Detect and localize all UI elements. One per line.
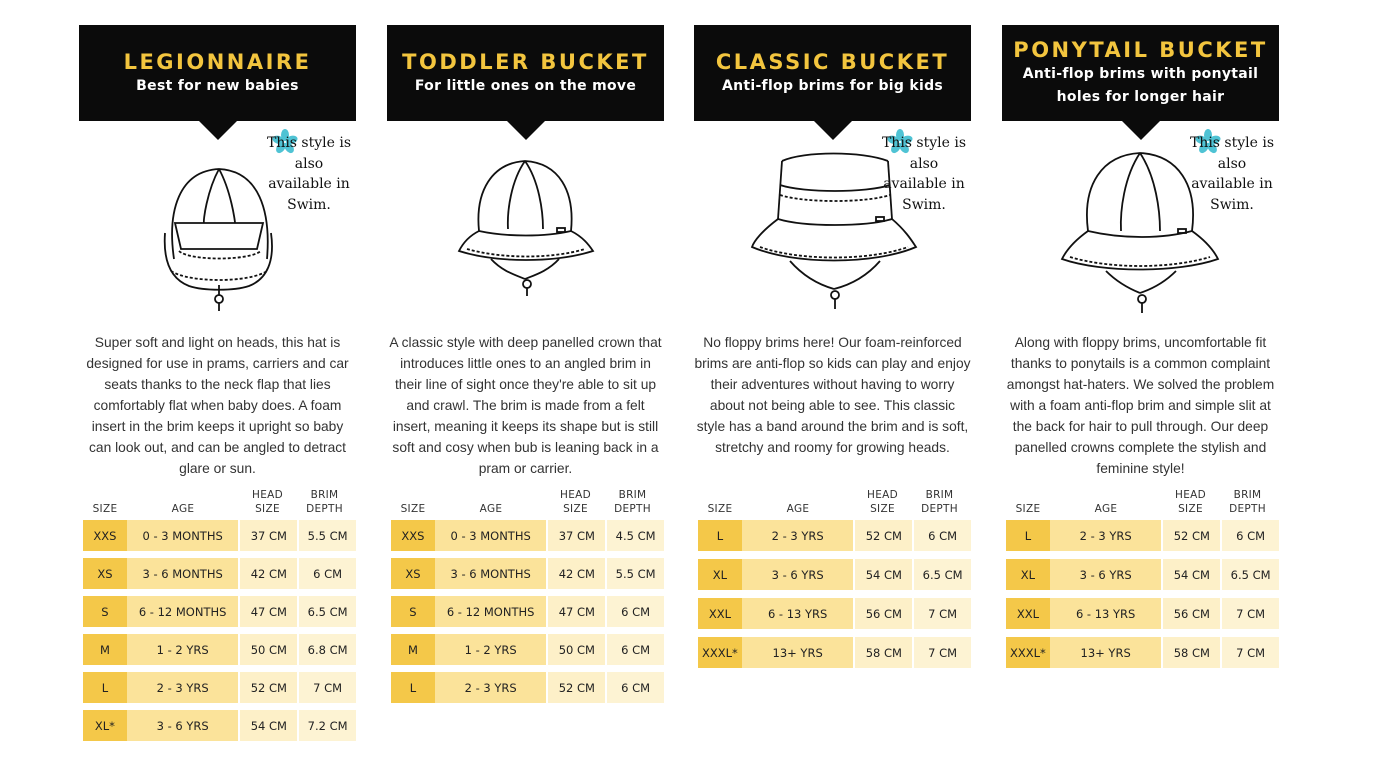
table-row: [1006, 520, 1279, 551]
size-table-header: [1006, 484, 1279, 516]
cell-brim: 7 CM: [914, 598, 971, 629]
table-row: [83, 672, 356, 703]
cell-size: L: [1006, 520, 1050, 551]
cell-size: M: [391, 634, 435, 665]
column-legionnaire: [79, 25, 356, 748]
cell-size: XL: [1006, 559, 1050, 590]
cell-size: L: [391, 672, 435, 703]
header-age: AGE: [479, 503, 503, 515]
table-row: [698, 637, 971, 668]
cell-head: 54 CM: [855, 559, 912, 590]
header-age: AGE: [171, 503, 195, 515]
cell-age: 2 - 3 YRS: [435, 672, 547, 703]
cell-head: 47 CM: [240, 596, 297, 627]
table-row: [83, 634, 356, 665]
description: Super soft and light on heads, this hat is designed for use in prams, carriers and car seats thanks to the neck flap that lies comfortably flat when baby does. A foam insert in the brim keeps it upright so baby can look out, and can be angled to detract glare or sun.: [86, 335, 349, 476]
cell-age: 6 - 12 MONTHS: [435, 596, 547, 627]
cell-size: S: [83, 596, 127, 627]
illustration: [694, 121, 971, 325]
cell-size: XXL: [1006, 598, 1050, 629]
cell-age: 2 - 3 YRS: [127, 672, 239, 703]
cell-age: 1 - 2 YRS: [127, 634, 239, 665]
cell-age: 1 - 2 YRS: [435, 634, 547, 665]
cell-head: 42 CM: [548, 558, 605, 589]
cell-brim: 6 CM: [1222, 520, 1279, 551]
header-head-size: HEAD SIZE: [867, 489, 898, 515]
column-classic-bucket: [694, 25, 971, 676]
cell-head: 52 CM: [1163, 520, 1220, 551]
header-head-size: HEAD SIZE: [560, 489, 591, 515]
banner-subtitle: Best for new babies: [136, 77, 299, 94]
cell-brim: 6 CM: [607, 596, 664, 627]
cell-age: 6 - 12 MONTHS: [127, 596, 239, 627]
cell-head: 37 CM: [240, 520, 297, 551]
table-row: [1006, 559, 1279, 590]
cell-size: L: [698, 520, 742, 551]
cell-head: 50 CM: [240, 634, 297, 665]
cell-head: 47 CM: [548, 596, 605, 627]
cell-age: 3 - 6 YRS: [127, 710, 239, 741]
toddler-bucket-hat-icon: [387, 121, 664, 325]
table-row: [391, 558, 664, 589]
size-table: [83, 520, 356, 741]
cell-age: 6 - 13 YRS: [742, 598, 854, 629]
cell-head: 56 CM: [1163, 598, 1220, 629]
table-row: [83, 596, 356, 627]
table-row: [698, 520, 971, 551]
banner-title: TODDLER BUCKET: [402, 49, 649, 74]
swim-note: This style is also available in Swim.: [266, 135, 352, 213]
header-head-size: HEAD SIZE: [252, 489, 283, 515]
cell-head: 58 CM: [1163, 637, 1220, 668]
column-toddler-bucket: [387, 25, 664, 710]
banner-subtitle: Anti-flop brims with ponytail holes for longer hair: [1022, 66, 1259, 105]
cell-brim: 6.8 CM: [299, 634, 356, 665]
cell-brim: 6 CM: [607, 672, 664, 703]
cell-age: 3 - 6 MONTHS: [435, 558, 547, 589]
header-brim-depth: BRIM DEPTH: [1229, 489, 1266, 515]
banner: [387, 25, 664, 121]
cell-size: M: [83, 634, 127, 665]
cell-size: XXXL*: [1006, 637, 1050, 668]
cell-brim: 5.5 CM: [299, 520, 356, 551]
table-row: [391, 634, 664, 665]
cell-head: 54 CM: [240, 710, 297, 741]
banner-title: PONYTAIL BUCKET: [1013, 38, 1268, 62]
size-table-header: [83, 484, 356, 516]
cell-age: 2 - 3 YRS: [1050, 520, 1162, 551]
header-size: SIZE: [1015, 503, 1041, 515]
header-head-size: HEAD SIZE: [1175, 489, 1206, 515]
description: A classic style with deep panelled crown that introduces little ones to an angled brim in their line of sight once they're able to sit up and crawl. The brim is made from a felt insert, meaning it keeps its shape but is still soft and cosy when bub is leaning back in a pram or carrier.: [389, 335, 662, 476]
cell-age: 3 - 6 YRS: [1050, 559, 1162, 590]
header-size: SIZE: [400, 503, 426, 515]
cell-brim: 7 CM: [299, 672, 356, 703]
banner-title: CLASSIC BUCKET: [715, 49, 950, 74]
illustration: [387, 121, 664, 325]
cell-age: 0 - 3 MONTHS: [127, 520, 239, 551]
cell-brim: 6.5 CM: [299, 596, 356, 627]
header-brim-depth: BRIM DEPTH: [306, 489, 343, 515]
size-table: [698, 520, 971, 668]
size-table: [391, 520, 664, 703]
cell-head: 42 CM: [240, 558, 297, 589]
cell-size: XXS: [391, 520, 435, 551]
cell-age: 13+ YRS: [742, 637, 854, 668]
cell-brim: 7.2 CM: [299, 710, 356, 741]
table-row: [391, 672, 664, 703]
cell-head: 52 CM: [548, 672, 605, 703]
table-row: [83, 520, 356, 551]
swim-note: This style is also available in Swim.: [881, 135, 967, 213]
cell-size: XL*: [83, 710, 127, 741]
cell-head: 52 CM: [855, 520, 912, 551]
description: No floppy brims here! Our foam-reinforced brims are anti-flop so kids can play and enjoy their adventures without having to worry about not being able to see. This classic style has a band around the brim and is soft, stretchy and roomy for growing heads.: [694, 335, 971, 455]
column-ponytail-bucket: [1002, 25, 1279, 676]
cell-brim: 6 CM: [299, 558, 356, 589]
cell-brim: 7 CM: [1222, 637, 1279, 668]
table-row: [83, 558, 356, 589]
cell-age: 3 - 6 YRS: [742, 559, 854, 590]
cell-age: 13+ YRS: [1050, 637, 1162, 668]
illustration: [79, 121, 356, 325]
table-row: [391, 520, 664, 551]
banner-subtitle: Anti-flop brims for big kids: [721, 77, 944, 94]
banner-title: LEGIONNAIRE: [123, 49, 312, 74]
cell-head: 58 CM: [855, 637, 912, 668]
cell-age: 2 - 3 YRS: [742, 520, 854, 551]
cell-size: XL: [698, 559, 742, 590]
size-table-header: [391, 484, 664, 516]
banner-subtitle: For little ones on the move: [414, 77, 637, 94]
cell-brim: 6.5 CM: [1222, 559, 1279, 590]
banner: [79, 25, 356, 121]
cell-size: XS: [391, 558, 435, 589]
size-table-header: [698, 484, 971, 516]
cell-brim: 6.5 CM: [914, 559, 971, 590]
table-row: [698, 559, 971, 590]
illustration: [1002, 121, 1279, 325]
cell-head: 37 CM: [548, 520, 605, 551]
header-size: SIZE: [707, 503, 733, 515]
cell-brim: 5.5 CM: [607, 558, 664, 589]
cell-brim: 7 CM: [1222, 598, 1279, 629]
cell-head: 54 CM: [1163, 559, 1220, 590]
banner: [694, 25, 971, 121]
cell-age: 3 - 6 MONTHS: [127, 558, 239, 589]
cell-size: XXS: [83, 520, 127, 551]
header-size: SIZE: [92, 503, 118, 515]
cell-age: 6 - 13 YRS: [1050, 598, 1162, 629]
header-age: AGE: [1094, 503, 1118, 515]
cell-size: L: [83, 672, 127, 703]
cell-head: 52 CM: [240, 672, 297, 703]
cell-brim: 7 CM: [914, 637, 971, 668]
header-brim-depth: BRIM DEPTH: [614, 489, 651, 515]
cell-brim: 6 CM: [607, 634, 664, 665]
header-age: AGE: [786, 503, 810, 515]
swim-note: This style is also available in Swim.: [1189, 135, 1275, 213]
header-brim-depth: BRIM DEPTH: [921, 489, 958, 515]
table-row: [1006, 598, 1279, 629]
cell-size: XS: [83, 558, 127, 589]
description: Along with floppy brims, uncomfortable fit thanks to ponytails is a common complaint amongst hat-haters. We solved the problem with a foam anti-flop brim and simple slit at the back for hair to pull through. Our deep panelled crowns complete the stylish and feminine style!: [1006, 335, 1275, 476]
cell-head: 50 CM: [548, 634, 605, 665]
cell-size: XXXL*: [698, 637, 742, 668]
table-row: [83, 710, 356, 741]
banner: [1002, 25, 1279, 121]
cell-brim: 6 CM: [914, 520, 971, 551]
cell-age: 0 - 3 MONTHS: [435, 520, 547, 551]
table-row: [698, 598, 971, 629]
cell-size: XXL: [698, 598, 742, 629]
cell-head: 56 CM: [855, 598, 912, 629]
table-row: [1006, 637, 1279, 668]
size-table: [1006, 520, 1279, 668]
table-row: [391, 596, 664, 627]
cell-brim: 4.5 CM: [607, 520, 664, 551]
cell-size: S: [391, 596, 435, 627]
